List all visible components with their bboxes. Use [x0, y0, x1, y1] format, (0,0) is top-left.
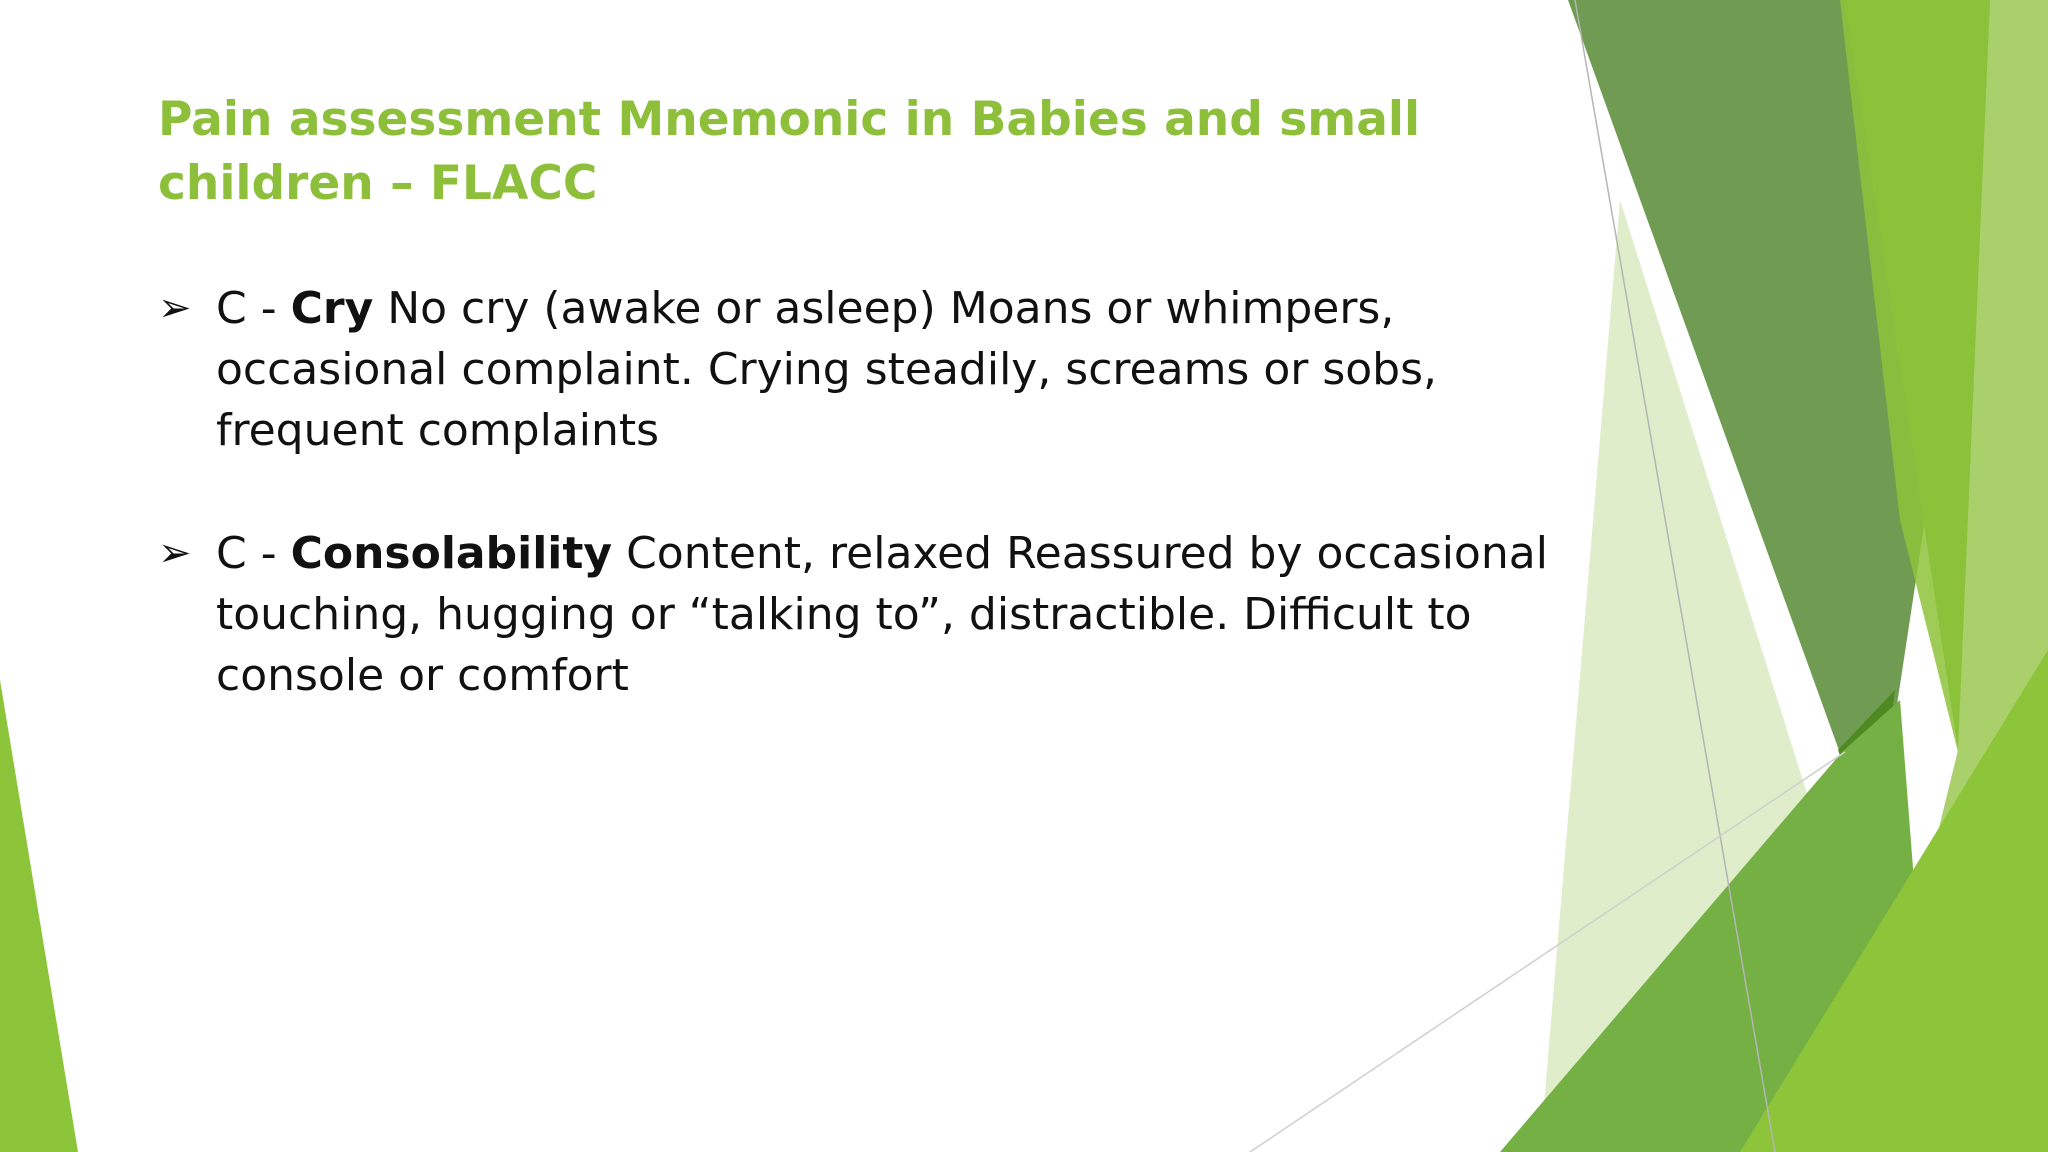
bullet-letter-prefix: C - [216, 528, 291, 579]
bullet-letter-prefix: C - [216, 283, 291, 334]
bullet-text: Content, relaxed Reassured by occasional touching, hugging or “talking to”, distractible. Difficult to console or comfort [216, 528, 1548, 701]
slide-title: Pain assessment Mnemonic in Babies and small children – FLACC [158, 92, 1421, 211]
bullet-text: No cry (awake or asleep) Moans or whimpers, occasional complaint. Crying steadily, screams or sobs, frequent complaints [216, 283, 1438, 456]
bullet-consolability [158, 523, 1608, 706]
bullet-term: Cry [290, 283, 374, 334]
bullet-cry [158, 278, 1608, 461]
bullet-term: Consolability [290, 528, 613, 579]
bullet-list [158, 278, 1608, 768]
arrow-bullet-icon: ➢ [158, 530, 192, 576]
arrow-bullet-icon: ➢ [158, 285, 192, 331]
left-green-triangle [0, 680, 78, 1152]
